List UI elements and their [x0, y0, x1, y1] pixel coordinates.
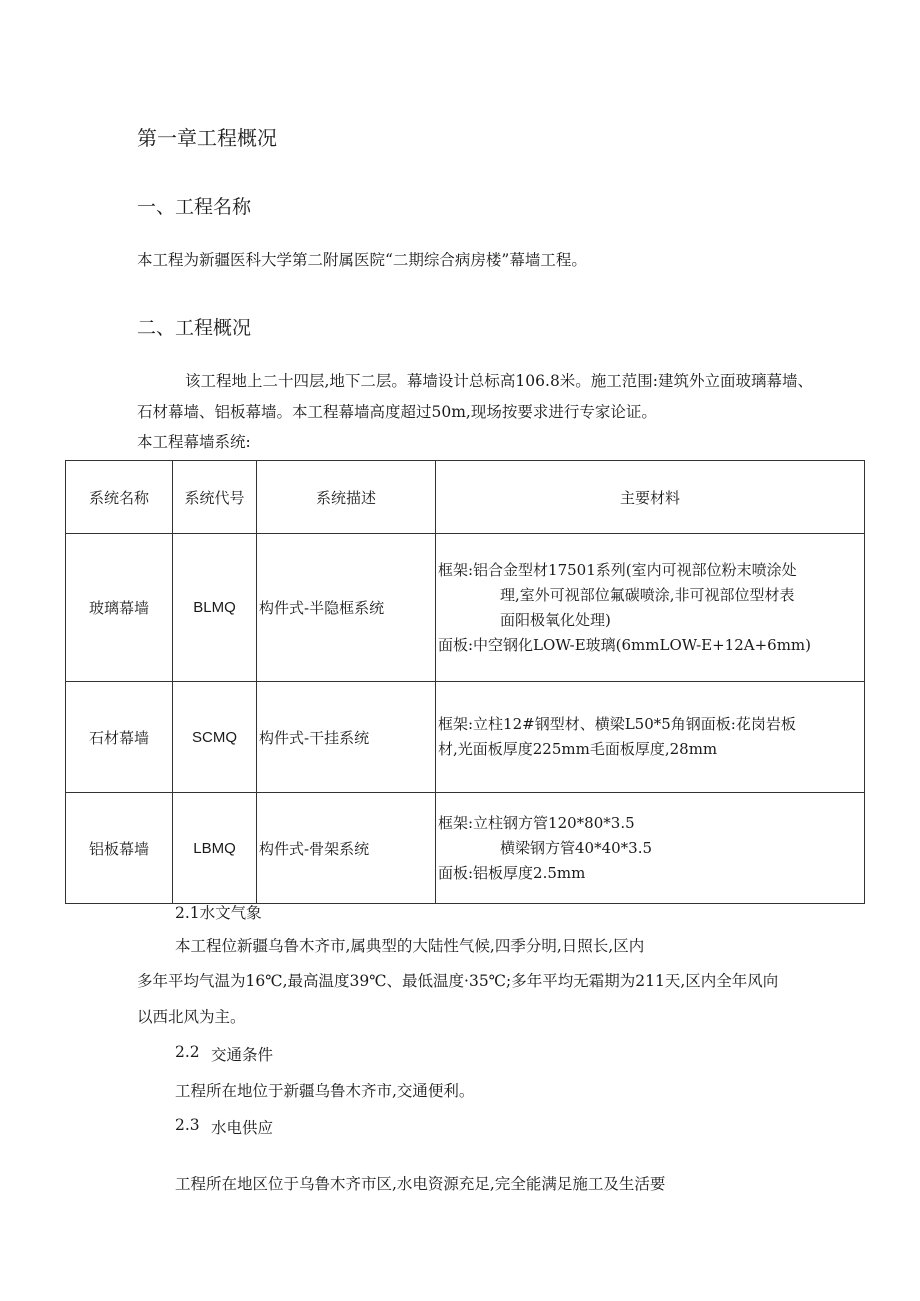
subsection-2-1-title: 2.1水文气象	[175, 904, 262, 922]
materials-line: 面阳极氧化处理)	[500, 610, 611, 629]
subsection-2-1-line2: 多年平均气温为16℃,最高温度39℃、最低温度·35℃;多年平均无霜期为211天,区内全年风向	[137, 972, 779, 990]
system-description-cell: 构件式-干挂系统	[257, 682, 436, 793]
system-description-cell: 构件式-半隐框系统	[257, 534, 436, 682]
section2-paragraph-line1: 该工程地上二十四层,地下二层。幕墙设计总标高106.8米。施工范围:建筑外立面玻璃幕墙、	[185, 372, 814, 390]
subsection-2-2-number: 2.2	[175, 1043, 200, 1061]
materials-line: 框架:立柱钢方管120*80*3.5	[438, 813, 635, 832]
materials-line: 横梁钢方管40*40*3.5	[500, 838, 653, 857]
system-description-cell: 构件式-骨架系统	[257, 793, 436, 904]
chapter-title: 第一章工程概况	[137, 126, 277, 150]
section1-body: 本工程为新疆医科大学第二附属医院“二期综合病房楼”幕墙工程。	[137, 251, 587, 269]
system-name-cell: 石材幕墙	[66, 682, 173, 793]
header-system-description: 系统描述	[257, 461, 436, 534]
materials-line: 面板:中空钢化LOW-E玻璃(6mmLOW-E+12A+6mm)	[438, 635, 812, 654]
section2-paragraph-line2: 石材幕墙、铝板幕墙。本工程幕墙高度超过50m,现场按要求进行专家论证。	[137, 403, 657, 421]
system-name-cell: 玻璃幕墙	[66, 534, 173, 682]
curtain-wall-systems-table	[65, 460, 865, 904]
subsection-2-3-title: 水电供应	[211, 1119, 274, 1137]
system-code-cell: LBMQ	[173, 793, 257, 904]
section1-title: 一、工程名称	[137, 196, 252, 218]
subsection-2-2-body: 工程所在地位于新疆乌鲁木齐市,交通便利。	[175, 1082, 475, 1100]
header-main-materials: 主要材料	[436, 461, 865, 534]
table-header-row	[66, 461, 865, 534]
table-row	[66, 682, 865, 793]
subsection-2-1-line3: 以西北风为主。	[137, 1008, 246, 1026]
table-row	[66, 534, 865, 682]
table-intro: 本工程幕墙系统:	[137, 433, 251, 451]
materials-cell	[436, 682, 865, 793]
materials-line: 理,室外可视部位氟碳喷涂,非可视部位型材表	[500, 585, 795, 604]
header-system-name: 系统名称	[66, 461, 173, 534]
subsection-2-1-line1: 本工程位新疆乌鲁木齐市,属典型的大陆性气候,四季分明,日照长,区内	[175, 937, 645, 955]
materials-line: 框架:铝合金型材17501系列(室内可视部位粉末喷涂处	[438, 560, 797, 579]
materials-line: 面板:铝板厚度2.5mm	[438, 863, 586, 882]
section2-title: 二、工程概况	[137, 317, 252, 339]
subsection-2-3-body: 工程所在地区位于乌鲁木齐市区,水电资源充足,完全能满足施工及生活要	[175, 1175, 666, 1193]
materials-cell	[436, 793, 865, 904]
subsection-2-2-title: 交通条件	[211, 1046, 274, 1064]
materials-line: 框架:立柱12#钢型材、横梁L50*5角钢面板:花岗岩板	[438, 715, 796, 733]
system-name-cell: 铝板幕墙	[66, 793, 173, 904]
system-code-cell: BLMQ	[173, 534, 257, 682]
table-row	[66, 793, 865, 904]
subsection-2-3-number: 2.3	[175, 1116, 200, 1134]
system-code-cell: SCMQ	[173, 682, 257, 793]
header-system-code: 系统代号	[173, 461, 257, 534]
materials-cell	[436, 534, 865, 682]
materials-line: 材,光面板厚度225mm毛面板厚度,28mm	[438, 740, 718, 758]
